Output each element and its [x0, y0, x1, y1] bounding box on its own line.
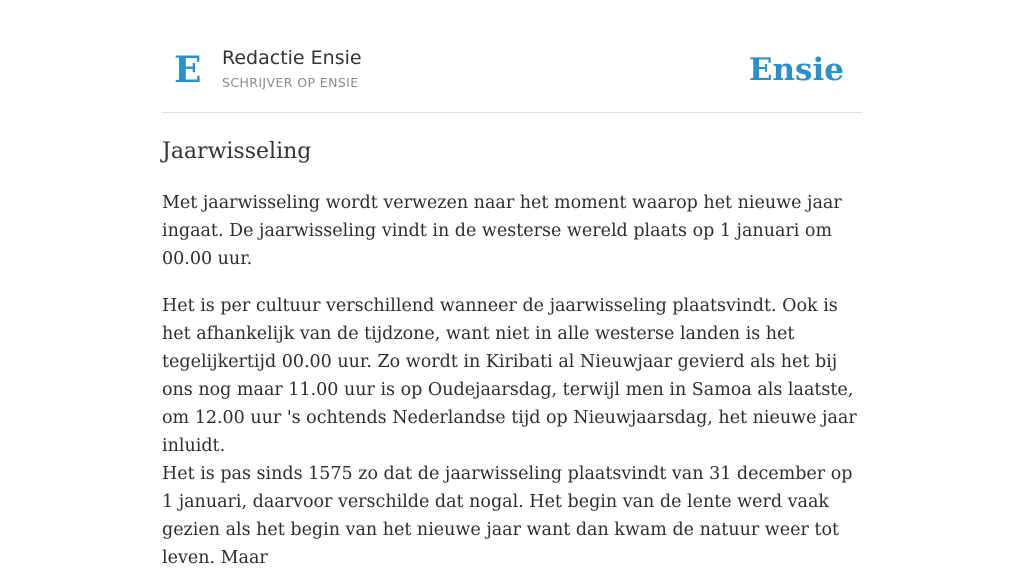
article-paragraph: Met jaarwisseling wordt verwezen naar het moment waarop het nieuwe jaar ingaat. De jaarwisseling vindt in de westerse wereld plaats op 1 januari om 00.00 uur. — [162, 193, 842, 269]
article-paragraph: Het is pas sinds 1575 zo dat de jaarwisseling plaatsvindt van 31 december op 1 januari, daarvoor verschilde dat nogal. Het begin van de lente werd vaak gezien als het begin van het nieuwe jaar want dan kwam de natuur weer tot leven. Maar — [162, 464, 853, 568]
author-header — [162, 0, 862, 113]
author-avatar[interactable]: E — [174, 49, 202, 91]
article-paragraph: Het is per cultuur verschillend wanneer de jaarwisseling plaatsvindt. Ook is het afhankelijk van de tijdzone, want niet in alle westerse landen is het tegelijkertijd 00.00 uur. Zo wordt in Kiribati al Nieuwjaar gevierd als het bij ons nog maar 11.00 uur is op Oudejaarsdag, terwijl men in Samoa als laatste, om 12.00 uur 's ochtends Nederlandse tijd op Nieuwjaarsdag, het nieuwe jaar inluidt. — [162, 296, 857, 456]
article-title: Jaarwisseling — [162, 139, 312, 164]
author-name[interactable]: Redactie Ensie — [222, 47, 362, 69]
ensie-logo[interactable]: Ensie — [748, 52, 844, 88]
article-content — [162, 136, 862, 572]
author-role: SCHRIJVER OP ENSIE — [222, 75, 359, 90]
